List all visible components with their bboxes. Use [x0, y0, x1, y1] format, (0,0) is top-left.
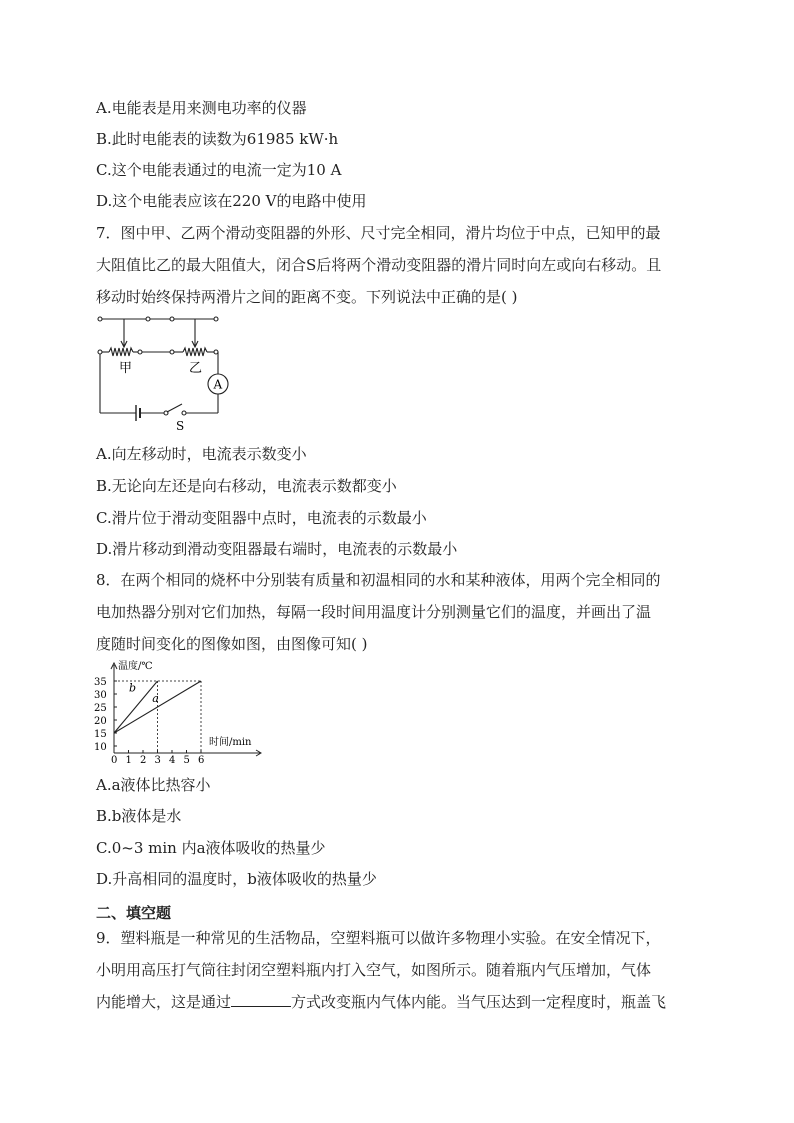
section-heading: 二、填空题	[96, 904, 172, 922]
q8-option-c: C.0~3 min 内a液体吸收的热量少	[96, 839, 326, 857]
series-label-a: a	[152, 691, 159, 705]
y-tick-label: 25	[94, 703, 107, 714]
series-label-b: b	[129, 681, 137, 695]
x-tick-label: 1	[125, 755, 132, 765]
y-tick-label: 15	[94, 729, 107, 740]
q8-stem-line-2: 电加热器分别对它们加热，每隔一段时间用温度计分别测量它们的温度，并画出了温	[96, 603, 652, 621]
q9-line-3-pre: 内能增大，这是通过	[96, 993, 232, 1011]
q6-option-d: D.这个电能表应该在220 V的电路中使用	[96, 192, 367, 210]
q9-answer-blank[interactable]	[231, 992, 291, 1007]
q8-option-b: B.b液体是水	[96, 807, 182, 825]
q8-temperature-chart	[92, 657, 268, 765]
y-tick-label: 20	[94, 716, 107, 727]
ammeter-label: A	[213, 377, 223, 392]
x-tick-label: 5	[183, 755, 190, 765]
q7-option-c: C.滑片位于滑动变阻器中点时，电流表的示数最小	[96, 509, 427, 527]
q7-option-b: B.无论向左还是向右移动，电流表示数都变小	[96, 477, 397, 495]
x-tick-label: 0	[111, 755, 118, 765]
q7-option-d: D.滑片移动到滑动变阻器最右端时，电流表的示数最小	[96, 540, 458, 558]
q8-option-d: D.升高相同的温度时，b液体吸收的热量少	[96, 870, 377, 888]
q6-option-b: B.此时电能表的读数为61985 kW·h	[96, 130, 339, 148]
q7-stem-line-3: 移动时始终保持两滑片之间的距离不变。下列说法中正确的是( )	[96, 288, 518, 306]
label-yi: 乙	[189, 361, 203, 376]
y-tick-label: 35	[94, 677, 107, 688]
q8-option-a: A.a液体比热容小	[96, 776, 211, 794]
q9-line-3	[96, 992, 666, 1012]
q9-line-2: 小明用高压打气筒往封闭空塑料瓶内打入空气，如图所示。随着瓶内气压增加，气体	[96, 961, 652, 979]
q6-option-a: A.电能表是用来测电功率的仪器	[96, 99, 307, 117]
x-tick-label: 6	[198, 755, 205, 765]
q6-option-c: C.这个电能表通过的电流一定为10 A	[96, 161, 342, 179]
q7-stem-line-1: 7．图中甲、乙两个滑动变阻器的外形、尺寸完全相同，滑片均位于中点，已知甲的最	[96, 224, 661, 242]
q8-stem-line-3: 度随时间变化的图像如图，由图像可知( )	[96, 635, 368, 653]
label-jia: 甲	[119, 361, 133, 376]
x-tick-label: 2	[140, 755, 147, 765]
y-tick-label: 10	[94, 742, 107, 753]
y-axis-label: 温度/℃	[118, 661, 153, 672]
x-axis-label: 时间/min	[209, 737, 252, 748]
q9-line-1: 9．塑料瓶是一种常见的生活物品，空塑料瓶可以做许多物理小实验。在安全情况下，	[96, 929, 661, 947]
switch-label: S	[176, 419, 185, 433]
q7-option-a: A.向左移动时，电流表示数变小	[96, 445, 307, 463]
x-tick-label: 3	[154, 755, 161, 765]
x-tick-label: 4	[169, 755, 176, 765]
q7-stem-line-2: 大阻值比乙的最大阻值大，闭合S后将两个滑动变阻器的滑片同时向左或向右移动。且	[96, 256, 662, 274]
q9-line-3-post: 方式改变瓶内气体内能。当气压达到一定程度时，瓶盖飞	[291, 993, 667, 1011]
q7-circuit-diagram	[90, 308, 240, 434]
y-tick-label: 30	[94, 690, 107, 701]
q8-stem-line-1: 8．在两个相同的烧杯中分别装有质量和初温相同的水和某种液体，用两个完全相同的	[96, 571, 661, 589]
